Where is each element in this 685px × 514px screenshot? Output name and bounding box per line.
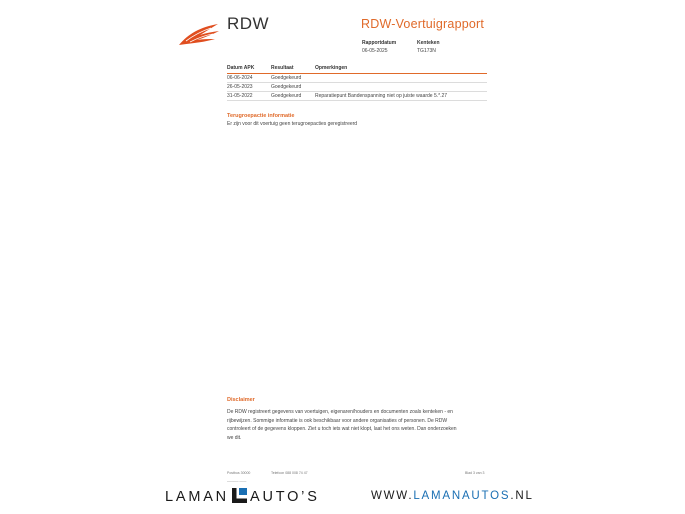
logo-text-right: AUTO’S: [249, 489, 320, 505]
dealer-website-link[interactable]: [371, 490, 534, 502]
table-row: [227, 74, 487, 83]
report-date-value: 06-05-2025: [362, 48, 388, 54]
rdw-logo-icon: [178, 22, 222, 51]
recall-text: Er zijn voor dit voertuig geen terugroepacties geregistreerd: [227, 121, 358, 127]
apk-date: 26-05-2023: [227, 84, 253, 90]
document-title: RDW-Voertuigrapport: [361, 17, 485, 31]
laman-autos-logo: [165, 488, 320, 505]
apk-table-header: [227, 65, 487, 74]
dealer-banner: [0, 488, 685, 510]
site-prefix: WWW.: [371, 490, 414, 502]
disclaimer-line: we dit.: [227, 434, 242, 441]
apk-table: [227, 65, 487, 101]
recall-title: Terugroepactie informatie: [227, 113, 295, 119]
footer-cropped-line: ▁▁▁▁▁ ▁▁▁: [227, 478, 247, 482]
apk-result: Goedgekeurd: [271, 75, 302, 81]
disclaimer-line: rijbewijzen. Sommige informatie is ook beschikbaar voor andere organisaties of personen. De RDW: [227, 417, 448, 424]
apk-remarks: [315, 74, 487, 82]
apk-result: Goedgekeurd: [271, 93, 302, 99]
footer-phone: Telefoon 088 008 74 47: [271, 471, 308, 475]
apk-remarks: [315, 83, 487, 91]
footer-address: Postbus 30000: [227, 471, 251, 475]
apk-date: 31-05-2022: [227, 93, 253, 99]
report-date-block: [362, 40, 396, 54]
site-suffix: .NL: [510, 490, 534, 502]
column-header-date: Datum APK: [227, 65, 255, 71]
disclaimer-text: [227, 408, 487, 442]
disclaimer-line: De RDW registreert gegevens van voertuigen, eigenaren/houders en documenten zoals kenteken - en: [227, 409, 453, 415]
laman-logo-icon: [232, 488, 247, 503]
plate-value: TG173N: [417, 48, 436, 54]
disclaimer-line: controleert of de gegevens kloppen. Ziet u toch iets wat niet klopt, laat het ons weten. Dan onderzoeken: [227, 426, 457, 432]
disclaimer-title: Disclaimer: [227, 397, 255, 403]
column-header-result: Resultaat: [271, 65, 294, 71]
brand-name: RDW: [227, 14, 270, 33]
logo-text-left: LAMAN: [165, 489, 229, 505]
column-header-remarks: Opmerkingen: [315, 65, 348, 71]
plate-label: Kenteken: [417, 40, 440, 46]
apk-date: 06-06-2024: [227, 75, 253, 81]
table-row: [227, 92, 487, 101]
site-name: LAMANAUTOS: [413, 490, 511, 502]
footer-page-number: Blad 3 van 3: [465, 471, 485, 475]
apk-result: Goedgekeurd: [271, 84, 302, 90]
plate-block: [417, 40, 440, 54]
apk-remarks: Reparatiepunt Bandenspanning niet op juiste waarde 5.*.27: [315, 93, 448, 99]
report-date-label: Rapportdatum: [362, 40, 397, 46]
table-row: [227, 83, 487, 92]
